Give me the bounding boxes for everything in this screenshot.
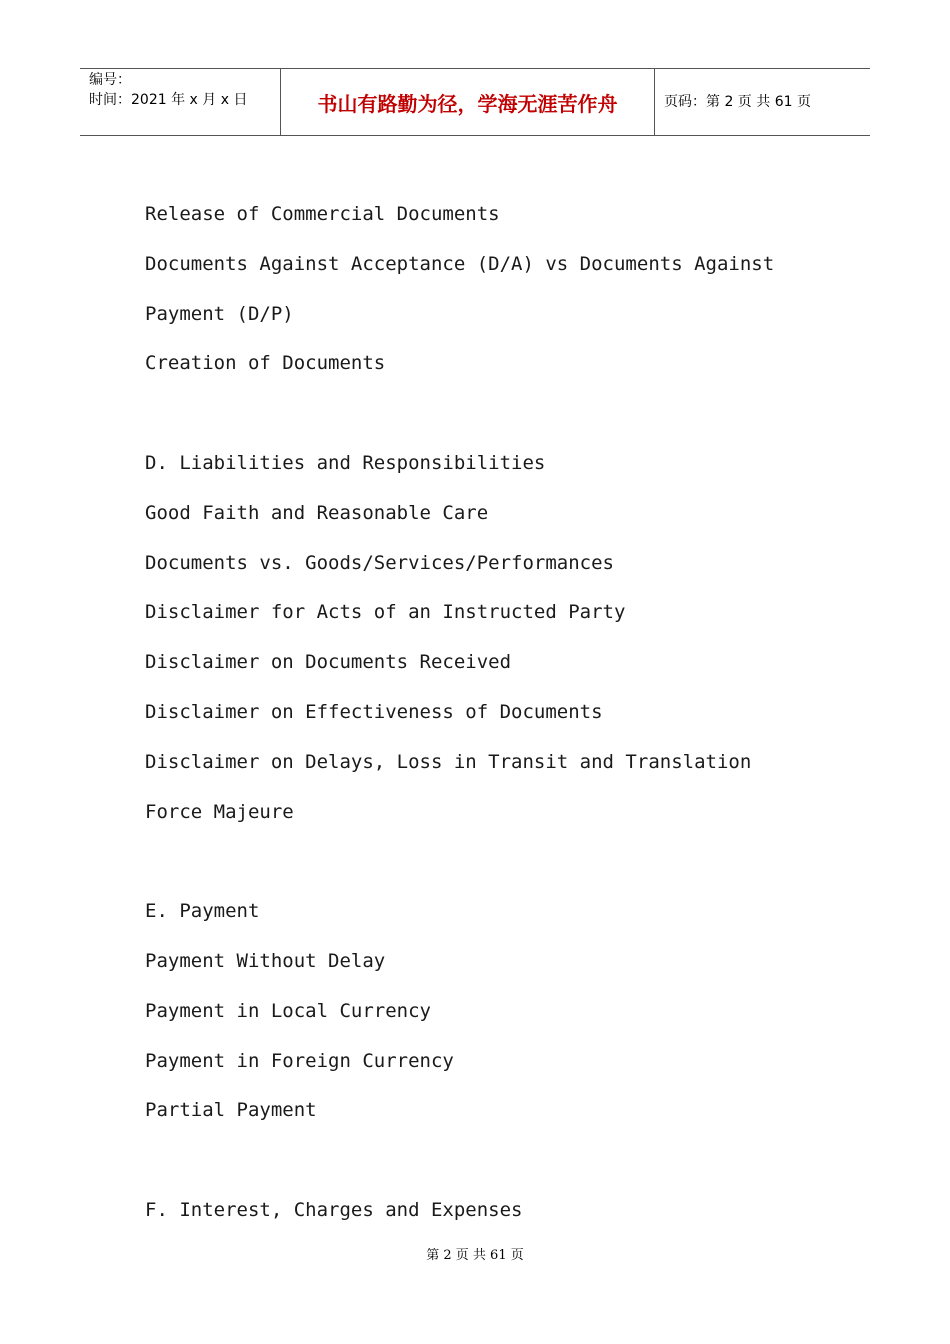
body-line: Disclaimer for Acts of an Instructed Party <box>145 601 626 624</box>
body-line: Payment (D/P) <box>145 302 294 325</box>
body-line: Release of Commercial Documents <box>145 203 500 225</box>
header-page-cell <box>655 69 870 135</box>
date-label: 时间：2021 年 x 月 x 日 <box>89 92 248 108</box>
body-line: Creation of Documents <box>145 352 386 375</box>
header-motto: 书山有路勤为径，学海无涯苦作舟 <box>317 92 618 116</box>
blank-line <box>145 1136 845 1186</box>
header-page-code: 页码：第 2 页 共 61 页 <box>664 94 811 110</box>
body-line: Disclaimer on Documents Received <box>145 651 512 674</box>
blank-line <box>145 837 845 887</box>
page-footer: 第 2 页 共 61 页 <box>426 1248 524 1263</box>
body-line: Partial Payment <box>145 1099 317 1122</box>
document-body <box>145 190 845 1236</box>
header-motto-cell <box>281 69 655 135</box>
header-meta-cell <box>80 69 281 135</box>
body-line: Disclaimer on Effectiveness of Documents <box>145 700 603 723</box>
section-heading: F. Interest, Charges and Expenses <box>145 1198 523 1221</box>
body-line: Documents Against Acceptance (D/A) vs Documents Against <box>145 252 775 275</box>
body-line: Documents vs. Goods/Services/Performances <box>145 551 614 574</box>
body-line: Payment in Local Currency <box>145 999 431 1022</box>
blank-line <box>145 389 845 439</box>
section-heading: E. Payment <box>145 900 260 923</box>
body-line: Disclaimer on Delays, Loss in Transit and Translation <box>145 750 752 773</box>
serial-number-label: 编号： <box>89 72 131 88</box>
body-line: Payment Without Delay <box>145 949 386 972</box>
body-line: Force Majeure <box>145 800 294 823</box>
body-line: Good Faith and Reasonable Care <box>145 501 489 524</box>
body-line: Payment in Foreign Currency <box>145 1049 454 1072</box>
section-heading: D. Liabilities and Responsibilities <box>145 451 546 474</box>
page-header <box>80 68 870 136</box>
